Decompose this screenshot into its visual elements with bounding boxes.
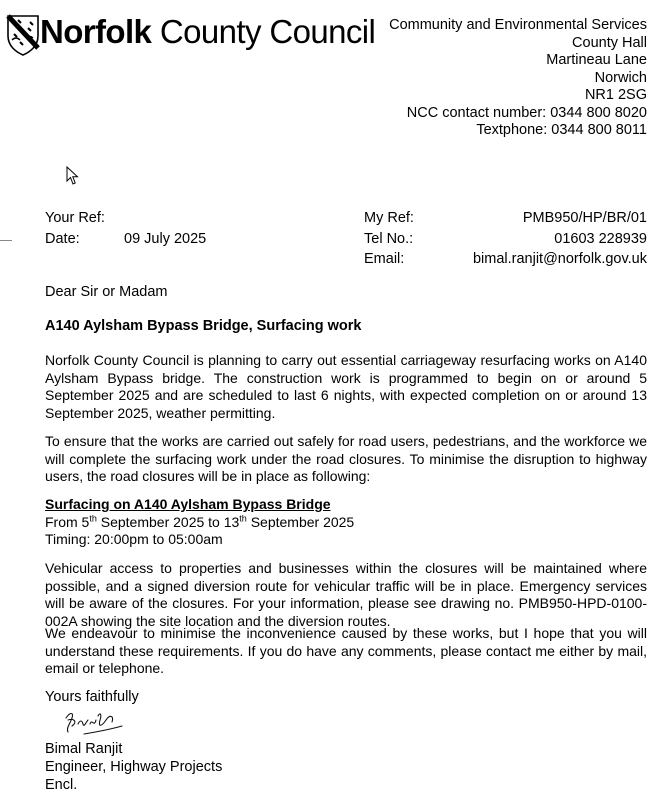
closure-section — [45, 496, 354, 549]
closure-dates — [45, 514, 354, 532]
date-value: 09 July 2025 — [124, 231, 207, 247]
handwritten-signature — [62, 706, 128, 736]
address-line-street: Martineau Lane — [546, 52, 647, 68]
dates-ordinal-1: th — [89, 512, 97, 523]
dates-ordinal-2: th — [239, 512, 247, 523]
my-ref-label: My Ref: — [364, 210, 414, 226]
email-value: bimal.ranjit@norfolk.gov.uk — [472, 251, 647, 267]
address-line-building: County Hall — [572, 34, 647, 51]
closure-timing: Timing: 20:00pm to 05:00am — [45, 531, 223, 547]
address-line-city: Norwich — [594, 69, 647, 86]
address-line-textphone: Textphone: 0344 800 8011 — [476, 122, 647, 138]
paragraph-apology-contact: We endeavour to minimise the inconvenience caused by these works, but I hope that you will understand these requirements. If you do have any comments, please contact me either by mail, email or telephone. — [45, 625, 647, 676]
mouse-pointer-icon — [66, 166, 80, 186]
dates-mid-text: September 2025 to 13 — [96, 513, 240, 530]
margin-fold-mark — [0, 240, 12, 241]
enclosure-note: Encl. — [45, 777, 78, 793]
salutation: Dear Sir or Madam — [45, 284, 168, 300]
logo-bold-text: Norfolk — [40, 13, 152, 50]
tel-label: Tel No.: — [364, 231, 414, 247]
address-line-department: Community and Environmental Services — [389, 17, 647, 33]
closing-line: Yours faithfully — [45, 689, 139, 705]
letter-subject: A140 Aylsham Bypass Bridge, Surfacing work — [45, 318, 362, 334]
address-line-contact-number: NCC contact number: 0344 800 8020 — [406, 104, 647, 121]
council-crest-icon — [6, 14, 40, 56]
sender-address-block — [389, 17, 647, 140]
council-wordmark — [40, 10, 375, 54]
paragraph-road-closures: To ensure that the works are carried out safely for road users, pedestrians, and the workforce we will complete the surfacing work under the road closures. To minimise the disruption to highway users, the road closures will be in place as following: — [45, 433, 647, 484]
address-line-postcode: NR1 2SG — [584, 87, 647, 103]
dates-end-text: September 2025 — [246, 513, 355, 530]
dates-from-text: From 5 — [45, 513, 90, 530]
signer-name: Bimal Ranjit — [45, 741, 123, 757]
paragraph-access-diversion: Vehicular access to properties and businesses within the closures will be maintained where possible, and a signed diversion route for vehicular traffic will be in place. Emergency services will be aware of the closures. For your information, please see drawing no. PMB950-HPD-0100-002A showing the site location and the diversion routes. — [45, 560, 647, 629]
signer-title: Engineer, Highway Projects — [45, 759, 223, 775]
my-ref-value: PMB950/HP/BR/01 — [522, 210, 647, 226]
tel-value: 01603 228939 — [554, 231, 647, 247]
logo-rest-text: County Council — [151, 13, 376, 50]
your-ref-label: Your Ref: — [45, 210, 105, 226]
date-label: Date: — [45, 231, 80, 247]
closure-section-heading: Surfacing on A140 Aylsham Bypass Bridge — [45, 496, 331, 512]
email-label: Email: — [364, 251, 405, 267]
paragraph-works-description: Norfolk County Council is planning to carry out essential carriageway resurfacing works on A140 Aylsham Bypass bridge. The construction work is programmed to begin on or around 5 September 2025 and are scheduled to last 6 nights, with expected completion on or around 13 September 2025, weather permitting. — [45, 352, 647, 421]
